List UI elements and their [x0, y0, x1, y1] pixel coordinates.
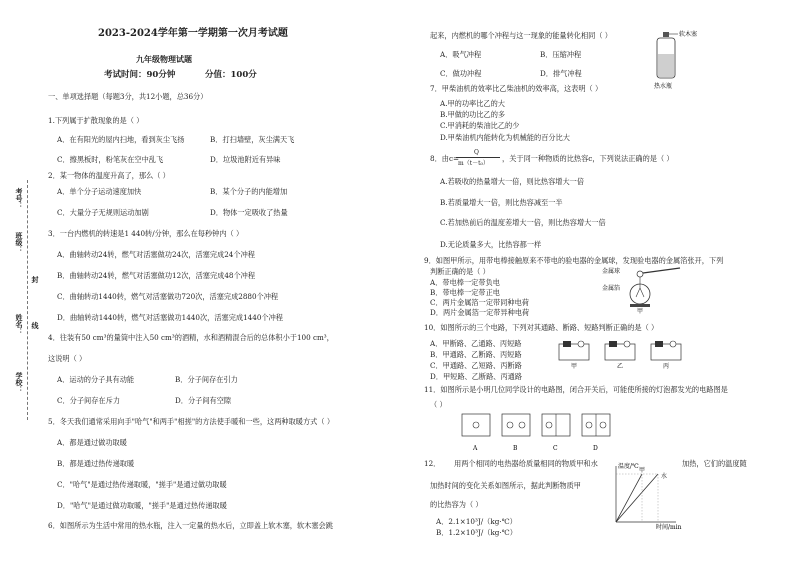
q8-option-a: A.若吸收的热量增大一倍，则比热容增大一倍 — [440, 177, 585, 186]
q7-option-d: D.甲柴油机内能转化为机械能的百分比大 — [440, 133, 570, 142]
circuit-a-label: A — [473, 445, 478, 452]
series-jia-label: 甲 — [639, 467, 646, 474]
q6-option-a: A．吸气冲程 — [440, 50, 482, 59]
q10-stem: 10．如图所示的三个电路，下列对其通路、断路、短路判断正确的是（ ） — [424, 323, 659, 332]
series-water-line — [616, 474, 658, 522]
electroscope-figure — [600, 266, 690, 315]
circuit-jia-label: 甲 — [571, 363, 578, 370]
q4-option-d: D．分子间有空隙 — [175, 396, 232, 405]
q7-stem: 7．甲柴油机的效率比乙柴油机的效率高，这表明（ ） — [430, 84, 603, 93]
series-water-label: 水 — [661, 473, 668, 480]
q2-option-d: D．物体一定吸收了热量 — [210, 208, 288, 217]
q11-stem: 11．如图所示是小明几位同学设计的电路图，闭合开关后，可能使所接的灯泡都发光的电路图是 — [424, 385, 728, 394]
binding-xuexiao: 学校： — [15, 372, 24, 393]
q5-option-a: A．都是通过做功取暖 — [57, 438, 127, 447]
q12-option-a: A．2.1×10³J/（kg·℃） — [436, 517, 517, 526]
q9-stem-2: 判断正确的是（ ） — [430, 267, 490, 276]
q5-option-b: B．都是通过热传递取暖 — [57, 459, 135, 468]
exam-score: 分值：100分 — [205, 70, 257, 80]
metal-foil-label: 金属箔 — [602, 285, 621, 292]
q10-option-a: A．甲断路、乙通路、丙短路 — [430, 339, 522, 348]
binding-xian: 线 — [31, 322, 40, 329]
exam-time: 考试时间：90分钟 — [104, 70, 176, 80]
q3-option-b: B．曲轴转动24转，燃气对活塞做功12次，活塞完成48个冲程 — [57, 271, 256, 280]
q7-option-b: B.甲做的功比乙的多 — [440, 110, 506, 119]
temperature-graph-figure — [606, 462, 686, 530]
q8-fraction-num: Q — [474, 149, 479, 156]
circuit-b-label: B — [513, 445, 518, 452]
q10-option-d: D．甲短路、乙断路、丙通路 — [430, 372, 523, 381]
binding-feng: 封 — [31, 276, 40, 283]
q9-option-d: D．两片金属箔一定带异种电荷 — [430, 308, 530, 317]
q8-stem-post: ，关于同一种物质的比热容c，下列说法正确的是（ ） — [502, 154, 674, 163]
q6-stem: 6．如图所示为生活中常用的热水瓶，注入一定量的热水后，立即盖上软木塞，软木塞会跳 — [48, 521, 333, 530]
q6-option-b: B．压缩冲程 — [540, 50, 582, 59]
q9-option-b: B．带电棒一定带正电 — [430, 288, 500, 297]
cork-shape — [663, 32, 669, 37]
series-jia-line — [616, 474, 642, 522]
q1-option-a: A．在有阳光的屋内扫地，看到灰尘飞扬 — [57, 135, 185, 144]
q8-fraction-den: m（t－t₀） — [458, 160, 489, 167]
thermos-label: 热水瓶 — [654, 83, 673, 90]
metal-ball-label: 金属球 — [602, 268, 621, 275]
charged-rod-shape — [643, 268, 680, 273]
thermos-figure — [648, 30, 698, 92]
circuit-bing-label: 丙 — [663, 363, 670, 370]
q4-option-a: A．运动的分子具有动能 — [57, 375, 135, 384]
q12-stem-3: 的比热容为（ ） — [430, 500, 483, 509]
q6-option-c: C．做功冲程 — [440, 69, 482, 78]
q5-stem: 5．冬天我们通常采用向手"哈气"和两手"相搓"的方法使手暖和一些，这两种取暖方式（ ） — [48, 417, 335, 426]
q10-option-c: C．甲通路、乙短路、丙断路 — [430, 361, 522, 370]
q4-option-c: C．分子间存在斥力 — [57, 396, 121, 405]
circuit-yi-label: 乙 — [617, 363, 624, 370]
q9-stem: 9．如图甲所示，用带电棒接触原来不带电的验电器的金属球，发现验电器的金属箔张开，下列 — [424, 256, 724, 265]
q2-option-a: A．单个分子运动速度加快 — [57, 187, 142, 196]
q1-option-b: B．打扫墙壁，灰尘满天飞 — [210, 135, 295, 144]
circuit-d — [582, 414, 610, 452]
binding-banji: 班级： — [15, 232, 24, 253]
q11-stem-2: （ ） — [430, 400, 447, 409]
q4-option-b: B．分子间存在引力 — [175, 375, 238, 384]
q8-option-d: D.无论质量多大，比热容都一样 — [440, 240, 542, 249]
q3-option-d: D．曲轴转动1440转，燃气对活塞做功1440次，活塞完成1440个冲程 — [57, 313, 283, 322]
figure-jia-label: 甲 — [637, 308, 644, 315]
q1-stem: 1.下列属于扩散现象的是（ ） — [48, 116, 144, 125]
q1-option-d: D．垃圾池附近有异味 — [210, 155, 281, 164]
q5-option-c: C．"哈气"是通过热传递取暖，"搓手"是通过做功取暖 — [57, 480, 227, 489]
binding-xingming: 姓名： — [15, 314, 24, 335]
q2-stem: 2．某一物体的温度升高了，那么（ ） — [48, 171, 170, 180]
graph-y-label: 温度/℃ — [618, 463, 639, 470]
q9-option-a: A．带电棒一定带负电 — [430, 278, 500, 287]
circuit-c — [542, 414, 570, 452]
q12-stem-tail: 加热，它们的温度随 — [682, 459, 747, 468]
q2-option-c: C．大量分子无规则运动加剧 — [57, 208, 149, 217]
q5-option-d: D．"哈气"是通过做功取暖，"搓手"是通过热传递取暖 — [57, 501, 227, 510]
graph-x-label: 时间/min — [656, 524, 682, 531]
section-heading: 一、单项选择题（每题3分，共12小题，总36分） — [48, 92, 208, 101]
q7-option-c: C.甲消耗的柴油比乙的少 — [440, 121, 520, 130]
q8-stem-pre: 8．由c= — [430, 154, 459, 163]
q4-stem: 4．往装有50 cm³的量筒中注入50 cm³的酒精，水和酒精混合后的总体积小于100 cm³， — [48, 333, 334, 342]
q7-option-a: A.甲的功率比乙的大 — [440, 99, 505, 108]
q4-stem-2: 这说明（ ） — [48, 354, 87, 363]
metal-ball-shape — [637, 271, 643, 277]
q8-fraction-bar — [456, 157, 500, 158]
q3-option-c: C．曲轴转动1440转，燃气对活塞做功720次，活塞完成2880个冲程 — [57, 292, 279, 301]
cork-label: 软木塞 — [679, 31, 698, 38]
q3-option-a: A．曲轴转动24转，燃气对活塞做功24次，活塞完成24个冲程 — [57, 250, 255, 259]
q6-stem-2: 起来，内燃机的哪个冲程与这一现象的能量转化相同（ ） — [430, 31, 612, 40]
three-circuits-figure — [553, 338, 693, 370]
q6-option-d: D．排气冲程 — [540, 69, 582, 78]
q1-option-c: C．擦黑板时，粉笔灰在空中乱飞 — [57, 155, 164, 164]
q10-option-b: B．甲通路、乙断路、丙短路 — [430, 350, 522, 359]
water-shape — [658, 54, 674, 77]
circuit-d-label: D — [593, 445, 598, 452]
q12-stem-2: 加热时间的变化关系如图所示，据此判断物质甲 — [430, 481, 581, 490]
q8-option-c: C.若加热前后的温度差增大一倍，则比热容增大一倍 — [440, 218, 606, 227]
exam-subtitle: 九年级物理试题 — [136, 54, 192, 64]
q3-stem: 3．一台内燃机的转速是1 440转/分钟，那么在每秒钟内（ ） — [48, 229, 244, 238]
circuit-jia — [559, 341, 589, 370]
q12-option-b: B．1.2×10³J/（kg·℃） — [436, 528, 517, 537]
q2-option-b: B．某个分子的内能增加 — [210, 187, 288, 196]
q8-option-b: B.若质量增大一倍，则比热容减至一半 — [440, 198, 563, 207]
circuit-bing — [651, 341, 681, 370]
q12-number: 12． — [424, 459, 441, 468]
circuit-c-label: C — [553, 445, 558, 452]
exam-title: 2023-2024学年第一学期第一次月考试题 — [98, 28, 288, 39]
binding-line — [27, 180, 28, 420]
four-circuits-figure — [460, 410, 620, 454]
q12-stem: 用两个相同的电热器给质量相同的物质甲和水 — [454, 459, 598, 468]
circuit-yi — [605, 341, 635, 370]
circuit-b — [502, 414, 530, 452]
q9-option-c: C．两片金属箔一定带同种电荷 — [430, 298, 529, 307]
binding-kaohao: 考号： — [15, 188, 24, 209]
circuit-a — [462, 414, 490, 452]
